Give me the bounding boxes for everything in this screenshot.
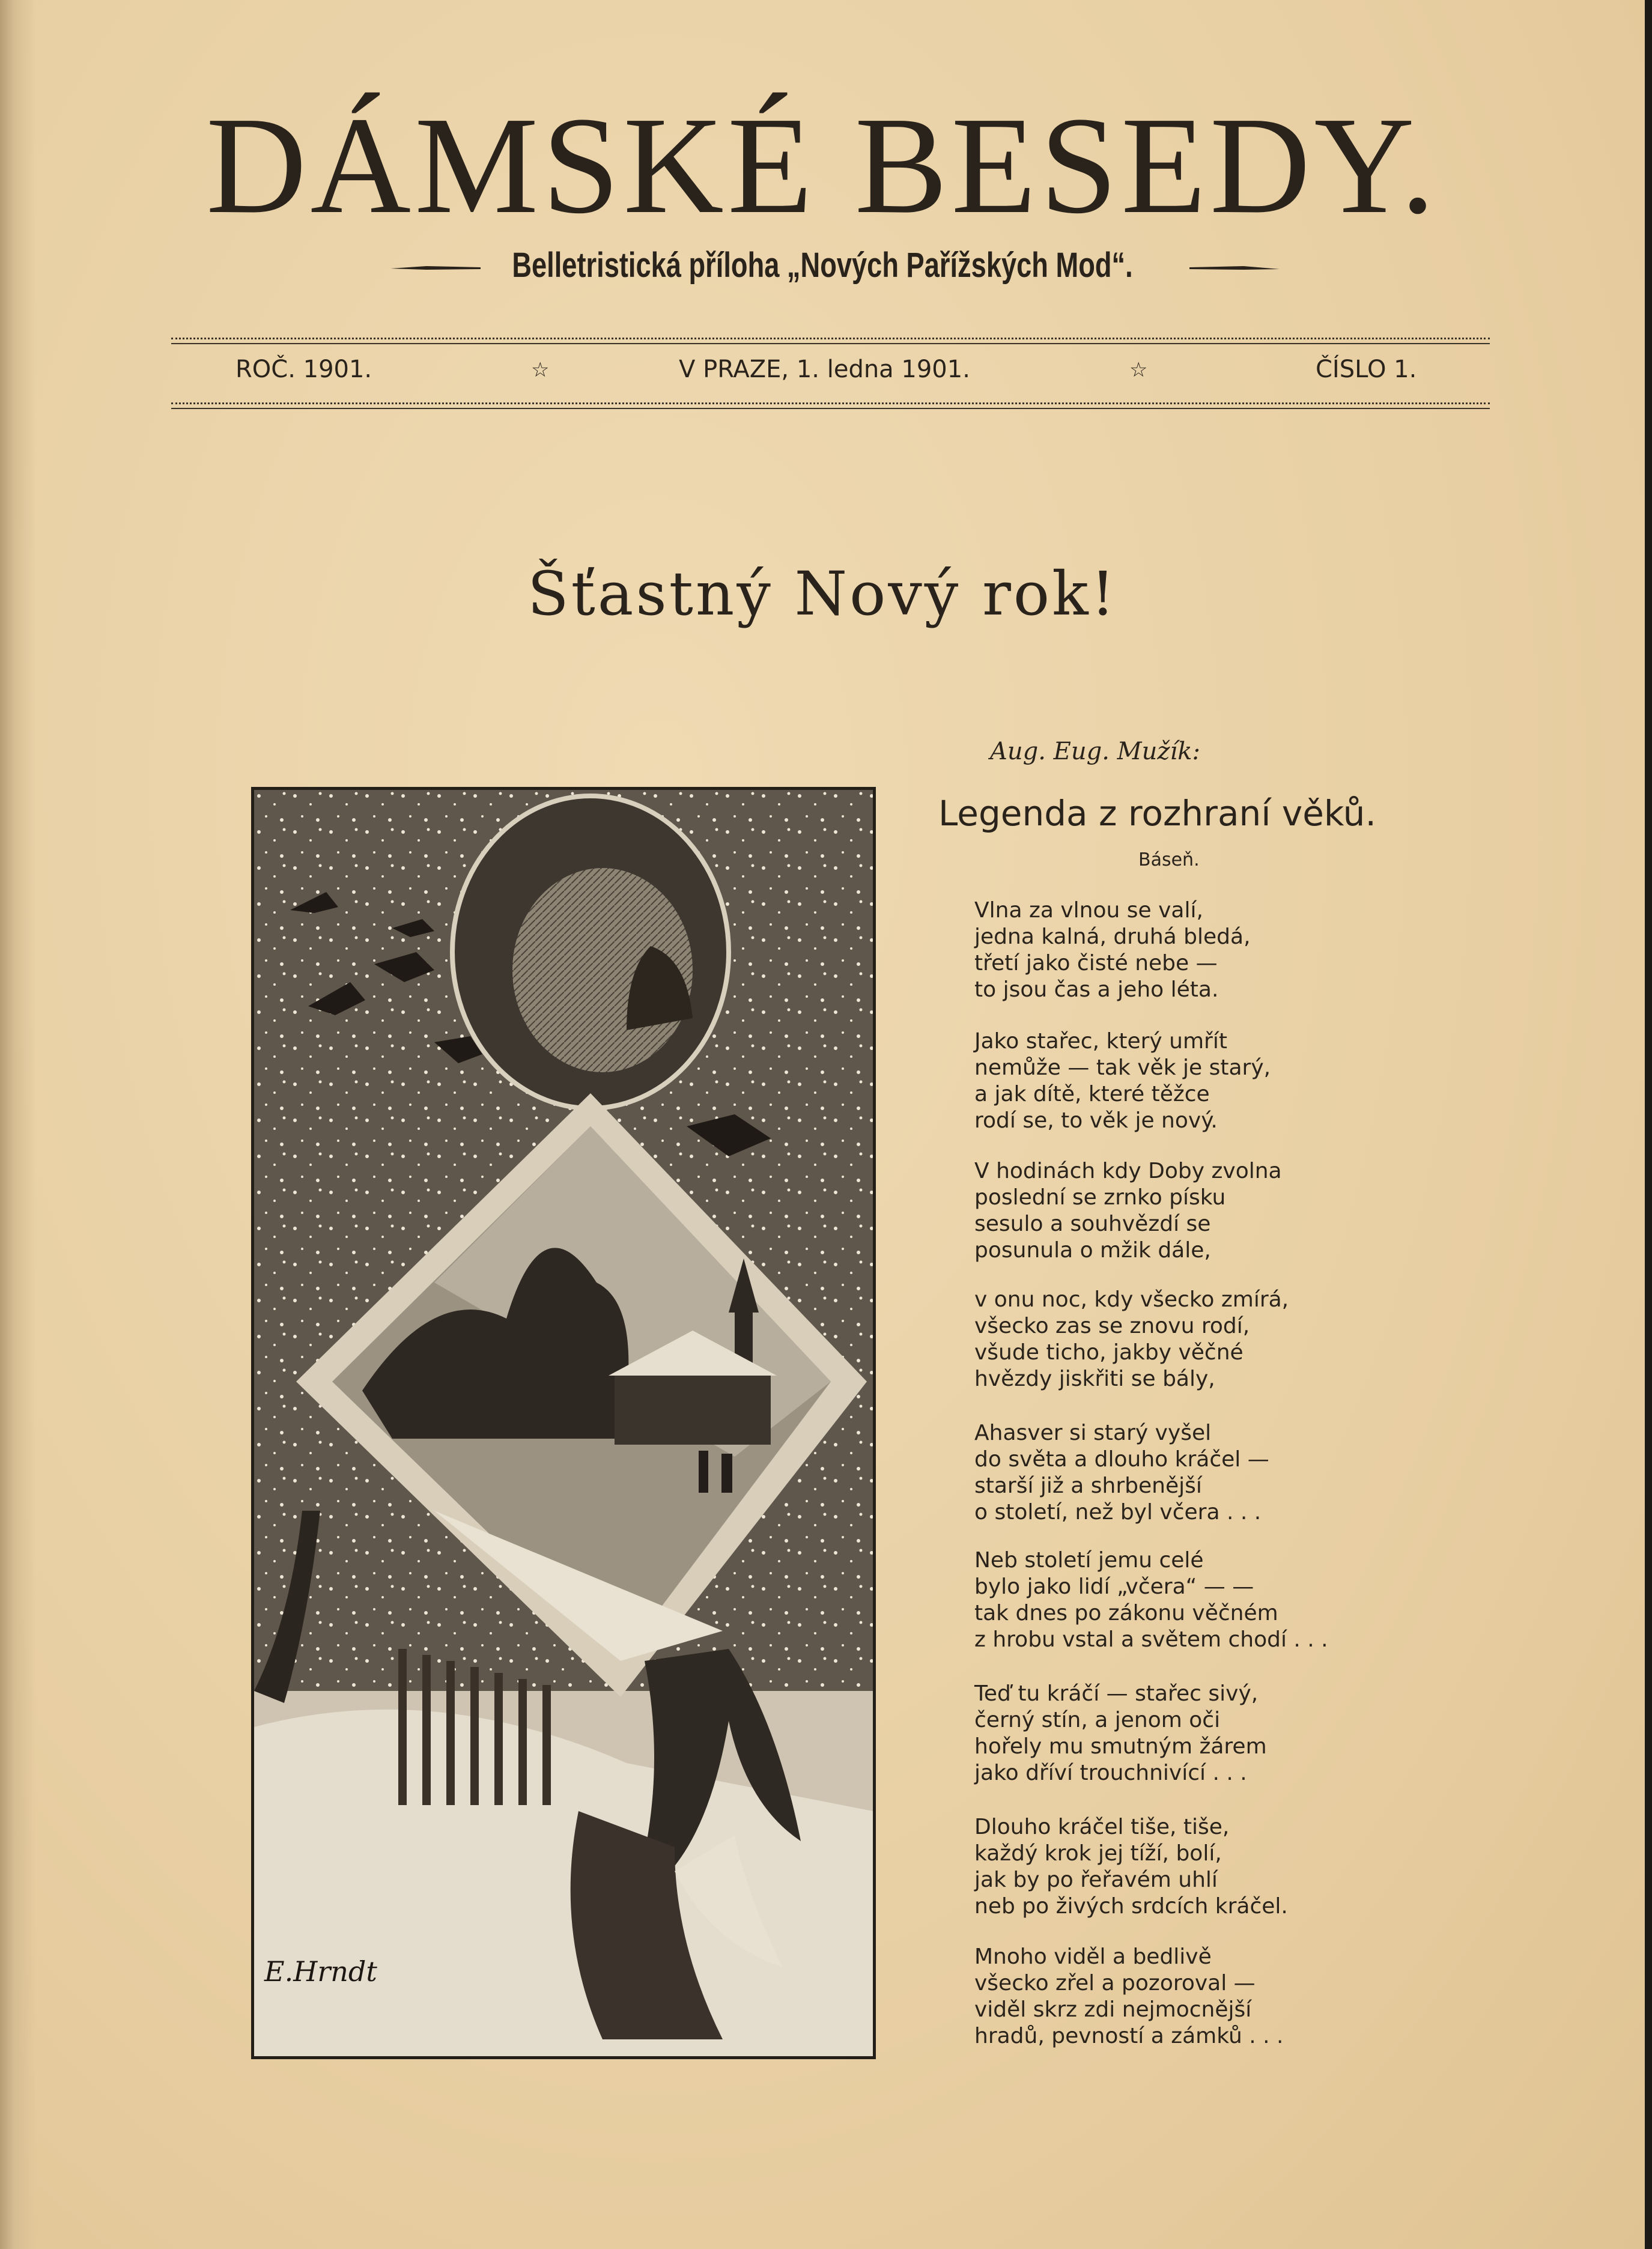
poem-line: starší již a shrbenější [974, 1474, 1202, 1498]
poem-line: jedna kalná, druhá bledá, [974, 924, 1251, 949]
poem-title: Legenda z rozhraní věků. [938, 793, 1376, 834]
poem-line: všecko zas se znovu rodí, [974, 1314, 1250, 1338]
poem-line: černý stín, a jenom oči [974, 1708, 1221, 1732]
new-year-greeting: Šťastný Nový rok! [527, 559, 1117, 629]
poem-line: nemůže — tak věk je starý, [974, 1055, 1271, 1080]
poem-stanza [974, 1158, 1282, 1264]
poem-line: Jako stařec, který umřít [974, 1029, 1227, 1054]
issue-number: ČÍSLO 1. [1316, 356, 1417, 383]
poem-line: každý krok jej tíží, bolí, [974, 1841, 1222, 1866]
poem-line: poslední se zrnko písku [974, 1185, 1226, 1210]
masthead-subtitle: Belletristická příloha „Nových Pařížských Mod“. [512, 246, 1133, 285]
poem-line: z hrobu vstal a světem chodí . . . [974, 1627, 1328, 1652]
poem-line: rodí se, to věk je nový. [974, 1108, 1218, 1133]
poem-line: hořely mu smutným žárem [974, 1734, 1267, 1759]
poem-line: hradů, pevností a zámků . . . [974, 2024, 1284, 2048]
poem-line: a jak dítě, které těžce [974, 1082, 1210, 1106]
poem-line: to jsou čas a jeho léta. [974, 977, 1219, 1002]
poem-stanza [974, 1420, 1269, 1526]
poem-line: V hodinách kdy Doby zvolna [974, 1159, 1282, 1183]
poem-line: jak by po řeřavém uhlí [974, 1868, 1218, 1892]
poem-stanza [974, 1028, 1271, 1134]
poem-line: o století, než byl včera . . . [974, 1500, 1262, 1525]
poem-line: Vlna za vlnou se valí, [974, 898, 1203, 923]
poem-stanza [974, 1287, 1289, 1392]
poem-line: Dlouho kráčel tiše, tiše, [974, 1815, 1230, 1839]
poem-line: do světa a dlouho kráčel — [974, 1447, 1269, 1472]
poem-line: v onu noc, kdy všecko zmírá, [974, 1287, 1289, 1312]
issue-volume: ROČ. 1901. [235, 356, 372, 383]
poem-line: Neb století jemu celé [974, 1548, 1204, 1573]
poem-stanza [974, 1814, 1288, 1920]
poem-line: třetí jako čisté nebe — [974, 951, 1218, 976]
poem-subtitle: Báseň. [1138, 849, 1200, 870]
issue-place-date: V PRAZE, 1. ledna 1901. [679, 356, 970, 383]
poem-line: jako dříví trouchnivící . . . [974, 1761, 1247, 1785]
poem-line: sesulo a souhvězdí se [974, 1212, 1211, 1236]
poem-stanza [974, 1681, 1267, 1786]
poem-line: Mnoho viděl a bedlivě [974, 1944, 1212, 1969]
separator-star-2: ☆ [1129, 358, 1148, 382]
top-rule [171, 338, 1490, 344]
poem-line: hvězdy jiskřiti se bály, [974, 1367, 1215, 1391]
poem-line: všude ticho, jakby věčné [974, 1340, 1244, 1365]
poem-line: bylo jako lidí „včera“ — — [974, 1574, 1254, 1599]
poem-stanza [974, 897, 1251, 1003]
separator-star-1: ☆ [531, 358, 550, 382]
illustration-signature: E.Hrndt [264, 1955, 377, 1988]
poem-stanza [974, 1547, 1328, 1653]
poem-line: posunula o mžik dále, [974, 1238, 1211, 1263]
subtitle-ornament-right [1189, 264, 1280, 270]
poem-line: neb po živých srdcích kráčel. [974, 1894, 1288, 1919]
poem-line: tak dnes po zákonu věčném [974, 1601, 1278, 1625]
poem-line: všecko zřel a pozoroval — [974, 1971, 1256, 1996]
poem-author: Aug. Eug. Mužík: [990, 738, 1200, 765]
poem-line: Teď tu kráčí — stařec sivý, [974, 1681, 1259, 1706]
bottom-rule [171, 402, 1490, 409]
winter-illustration [251, 787, 876, 2059]
poem-line: viděl skrz zdi nejmocnější [974, 1997, 1252, 2022]
masthead-title: DÁMSKÉ BESEDY. [205, 88, 1439, 243]
poem-line: Ahasver si starý vyšel [974, 1421, 1212, 1445]
poem-stanza [974, 1944, 1283, 2050]
